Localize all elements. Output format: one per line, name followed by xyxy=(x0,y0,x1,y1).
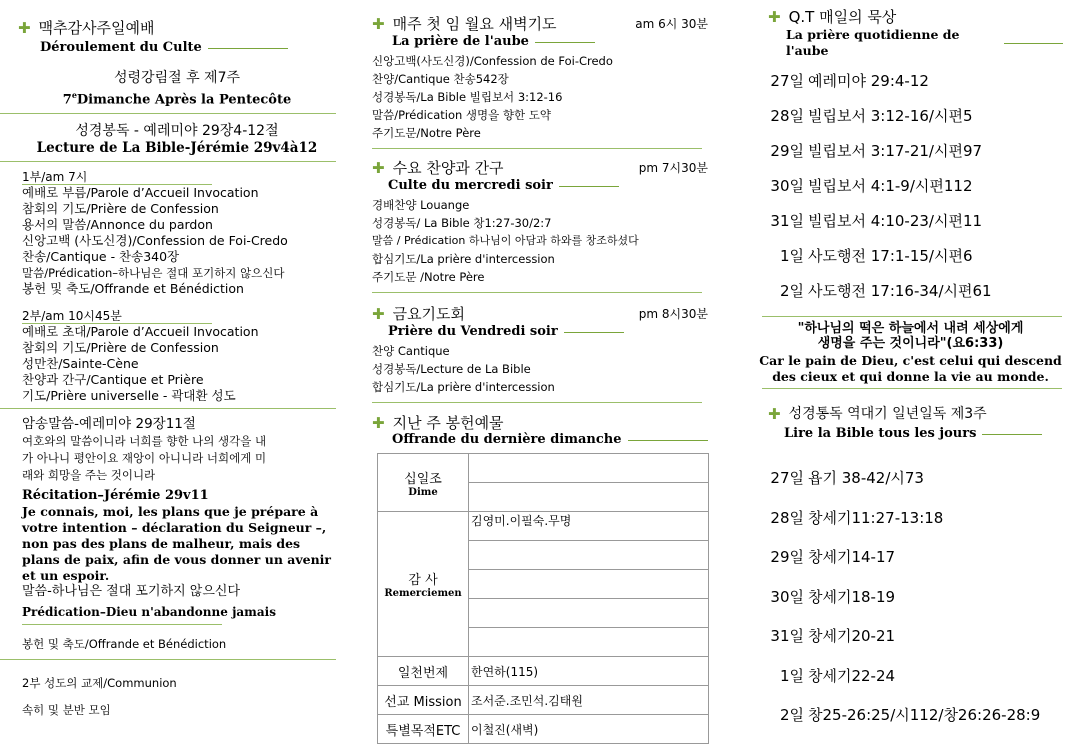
divider xyxy=(22,624,222,625)
mission-label: 선교 Mission xyxy=(378,686,469,715)
quote-block xyxy=(758,321,1063,385)
wed-item: 합심기도/La prière d'intercession xyxy=(372,252,555,266)
dawn-time: am 6시 30분 xyxy=(635,17,708,31)
meal-line: 속히 및 분반 모임 xyxy=(22,703,111,718)
divider xyxy=(564,332,624,333)
divider xyxy=(762,316,1062,317)
worship-title-row xyxy=(18,19,336,37)
fri-title-row xyxy=(372,305,712,323)
qt-reading-row xyxy=(758,280,992,301)
communion-line: 2부 성도의 교제/Communion xyxy=(22,676,177,691)
cross-icon: ✚ xyxy=(372,305,385,323)
table-cell xyxy=(469,541,709,570)
qt-reading-day: 30일 xyxy=(770,177,804,195)
special-names: 이철진(새벽) xyxy=(469,715,709,744)
qt-reading-row xyxy=(758,210,982,231)
memory-heading: 암송말씀-예레미야 29장11절 xyxy=(22,416,196,433)
bible-reading-day: 2일 xyxy=(779,706,804,724)
service2-item: 예배로 초대/Parole d’Accueil Invocation xyxy=(22,324,259,340)
qt-reading-day: 27일 xyxy=(770,72,804,90)
qt-reading-row xyxy=(758,175,973,196)
dawn-item: 신앙고백(사도신경)/Confession de Foi-Credo xyxy=(372,54,613,68)
readings-column xyxy=(758,0,1063,755)
bible-reading-day: 27일 xyxy=(770,469,804,487)
qt-reading-text: 사도행전 17:1-15/시편6 xyxy=(808,247,973,265)
table-row xyxy=(378,715,709,744)
bible-reading-text: 창25-26:25/시112/창26:26-28:9 xyxy=(808,706,1041,724)
bible-reading-day: 1일 xyxy=(779,666,804,685)
mission-names: 조서준.조민석.김태원 xyxy=(469,686,709,715)
divider xyxy=(208,48,288,49)
bible-reading-text: 욥기 38-42/시73 xyxy=(808,469,924,487)
thanks-label xyxy=(378,512,469,657)
service1-heading: 1부/am 7시 xyxy=(22,170,88,185)
cross-icon: ✚ xyxy=(372,15,385,33)
worship-subtitle-row xyxy=(40,40,336,56)
bible-reading-row xyxy=(758,625,895,646)
divider xyxy=(372,402,702,403)
service2-list xyxy=(22,324,336,404)
occasion-sup: e xyxy=(71,90,77,100)
qt-reading-day: 28일 xyxy=(770,107,804,125)
occasion-kr: 성령강림절 후 제7주 xyxy=(114,70,240,86)
fri-subtitle-row xyxy=(388,324,712,340)
bible-reading-day: 30일 xyxy=(770,587,804,606)
reading-kr: 성경봉독 - 예레미야 29장4-12절 xyxy=(75,123,279,140)
cross-icon: ✚ xyxy=(372,159,385,177)
bible-subtitle: Lire la Bible tous les jours xyxy=(784,426,977,441)
bible-reading-row xyxy=(758,586,895,607)
dawn-title-row xyxy=(372,15,712,33)
divider xyxy=(0,408,336,409)
quote-fr: Car le pain de Dieu, c'est celui qui descend xyxy=(759,353,1062,368)
divider xyxy=(0,161,336,162)
cross-icon: ✚ xyxy=(372,414,385,432)
ichon-names: 한연하(115) xyxy=(469,657,709,686)
tithe-label-kr: 십일조 xyxy=(404,471,442,487)
recitation-heading: Récitation–Jérémie 29v11 xyxy=(22,488,209,504)
service2-heading: 2부/am 10시45분 xyxy=(22,309,122,324)
memory-text xyxy=(22,433,336,484)
wed-title: 수요 찬양과 간구 xyxy=(392,159,504,177)
recitation-text xyxy=(22,504,336,584)
bible-reading-day: 29일 xyxy=(770,548,804,566)
qt-title-row xyxy=(768,8,1063,26)
service1-item: 신앙고백 (사도신경)/Confession de Foi-Credo xyxy=(22,233,288,249)
wed-item: 경배찬양 Louange xyxy=(372,198,470,212)
qt-reading-row xyxy=(758,245,973,266)
table-row xyxy=(378,512,709,541)
bible-reading-day: 28일 xyxy=(770,508,804,527)
occasion-fr xyxy=(18,87,336,108)
table-cell xyxy=(469,570,709,599)
recitation-line: plans de paix, afin de vous donner un avenir xyxy=(22,552,332,568)
divider xyxy=(762,388,1062,389)
bible-reading-row xyxy=(758,467,924,488)
bible-reading-row xyxy=(758,704,1040,725)
divider xyxy=(982,434,1042,435)
table-row xyxy=(378,657,709,686)
service2-item: 참회의 기도/Prière de Confession xyxy=(22,340,219,356)
fri-item: 찬양 Cantique xyxy=(372,344,450,358)
fri-list xyxy=(372,342,712,396)
qt-reading-text: 빌립보서 4:10-23/시편11 xyxy=(808,212,983,230)
recitation-line: non pas des plans de malheur, mais des xyxy=(22,536,301,552)
qt-reading-text: 예레미야 29:4-12 xyxy=(808,72,929,90)
qt-title: Q.T 매일의 묵상 xyxy=(788,8,897,26)
table-row xyxy=(378,686,709,715)
table-cell xyxy=(469,628,709,657)
thanks-names: 김영미.이필숙.무명 xyxy=(469,512,709,541)
table-cell xyxy=(469,599,709,628)
bible-reading-row xyxy=(758,546,895,567)
dawn-item: 찬양/Cantique 찬송542장 xyxy=(372,72,509,86)
cross-icon: ✚ xyxy=(768,8,781,26)
service2-item: 성만찬/Sainte-Cène xyxy=(22,356,139,372)
occasion-text: Dimanche Après la Pentecôte xyxy=(76,92,292,108)
offering-title-row xyxy=(372,414,712,432)
wed-item: 성경봉독/ La Bible 창1:27-30/2:7 xyxy=(372,216,552,230)
qt-reading-day: 1일 xyxy=(779,247,804,265)
memory-line: 래와 희망을 주는 것이니라 xyxy=(22,468,156,483)
qt-subtitle: La prière quotidienne de l'aube xyxy=(786,27,960,58)
qt-reading-text: 빌립보서 4:1-9/시편112 xyxy=(808,177,973,195)
service1-item: 예배로 부름/Parole d’Accueil Invocation xyxy=(22,185,259,201)
bible-subtitle-row xyxy=(784,426,1042,442)
recitation-line: votre intention – déclaration du Seigneur –, xyxy=(22,520,327,536)
memory-line: 가 아나니 평안이요 재앙이 아니니라 너희에게 미 xyxy=(22,451,267,466)
table-cell xyxy=(469,454,709,483)
qt-reading-text: 빌립보서 3:17-21/시편97 xyxy=(808,142,983,160)
dawn-item: 말씀/Prédication 생명을 향한 도약 xyxy=(372,108,551,122)
wed-subtitle: Culte du mercredi soir xyxy=(388,178,553,193)
offering-subtitle: Offrande du dernière dimanche xyxy=(392,432,622,447)
divider xyxy=(372,148,702,149)
wed-item: 말씀 / Prédication 하나님이 아담과 하와를 창조하셨다 xyxy=(372,234,639,247)
quote-kr: 생명을 주는 것이니라"(요6:33) xyxy=(817,336,1004,351)
bible-reading-text: 창세기22-24 xyxy=(808,666,896,685)
tithe-label xyxy=(378,454,469,512)
service2-item: 기도/Prière universelle - 곽대환 성도 xyxy=(22,388,236,404)
service2-item: 찬양과 간구/Cantique et Prière xyxy=(22,372,204,388)
divider xyxy=(535,42,595,43)
dawn-subtitle-row xyxy=(392,34,712,50)
wed-subtitle-row xyxy=(388,178,712,194)
qt-reading-text: 빌립보서 3:12-16/시편5 xyxy=(808,107,973,125)
service1-item: 찬송/Cantique - 찬송340장 xyxy=(22,249,180,265)
offering-line: 봉헌 및 축도/Offrande et Bénédiction xyxy=(22,637,227,652)
qt-reading-row xyxy=(758,140,982,161)
divider xyxy=(0,659,336,660)
dawn-list xyxy=(372,52,712,142)
wed-time: pm 7시30분 xyxy=(638,161,708,175)
divider xyxy=(1004,43,1063,44)
wed-list xyxy=(372,196,712,286)
qt-reading-row xyxy=(758,70,929,91)
service1-list xyxy=(22,185,336,297)
table-cell xyxy=(469,483,709,512)
offering-subtitle-row xyxy=(392,432,712,448)
bible-reading-text: 창세기20-21 xyxy=(808,627,896,645)
quote-kr: "하나님의 떡은 하늘에서 내려 세상에게 xyxy=(797,321,1024,336)
qt-reading-text: 사도행전 17:16-34/시편61 xyxy=(808,282,992,300)
weekly-services-column xyxy=(372,0,712,755)
bible-reading-row xyxy=(758,665,895,686)
tithe-label-fr: Dime xyxy=(408,486,438,498)
wed-item: 주기도문 /Notre Père xyxy=(372,270,485,284)
occasion-number: 7 xyxy=(62,92,72,108)
qt-reading-day: 2일 xyxy=(779,282,804,300)
dawn-title: 매주 첫 임 월요 새벽기도 xyxy=(392,15,557,33)
service1-item: 참회의 기도/Prière de Confession xyxy=(22,201,219,217)
worship-subtitle: Déroulement du Culte xyxy=(40,40,202,55)
divider xyxy=(628,440,708,441)
bible-reading-row xyxy=(758,507,943,528)
bible-reading-text: 창세기11:27-13:18 xyxy=(808,508,944,527)
worship-order-column xyxy=(18,0,336,755)
fri-item: 성경봉독/Lecture de La Bible xyxy=(372,362,531,376)
fri-item: 합심기도/La prière d'intercession xyxy=(372,380,555,394)
divider xyxy=(0,113,336,114)
service1-item: 말씀/Prédication–하나님은 절대 포기하지 않으신다 xyxy=(22,266,285,281)
qt-subtitle-row xyxy=(786,27,1063,59)
special-label: 특별목적ETC xyxy=(378,715,469,744)
thanks-label-fr: Remerciemen xyxy=(384,588,462,599)
sermon-fr: Prédication–Dieu n'abandonne jamais xyxy=(22,605,276,620)
qt-reading-row xyxy=(758,105,973,126)
qt-reading-day: 29일 xyxy=(770,142,804,160)
divider xyxy=(559,186,619,187)
worship-title: 맥추감사주일예배 xyxy=(38,19,155,37)
dawn-item: 주기도문/Notre Père xyxy=(372,126,481,140)
bible-title: 성경통독 역대기 일년일독 제3주 xyxy=(788,406,987,422)
recitation-line: et un espoir. xyxy=(22,568,110,584)
qt-reading-day: 31일 xyxy=(770,212,804,230)
thanks-label-kr: 감 사 xyxy=(408,573,438,588)
recitation-line: Je connais, moi, les plans que je prépare à xyxy=(22,504,319,520)
cross-icon: ✚ xyxy=(768,405,781,423)
dawn-item: 성경봉독/La Bible 빌립보서 3:12-16 xyxy=(372,90,563,104)
fri-subtitle: Prière du Vendredi soir xyxy=(388,324,558,339)
reading-fr: Lecture de La Bible-Jérémie 29v4à12 xyxy=(36,140,318,157)
memory-line: 여호와의 말씀이니라 너희를 향한 나의 생각을 내 xyxy=(22,434,267,449)
table-row xyxy=(378,454,709,483)
divider xyxy=(372,292,702,293)
offering-title: 지난 주 봉헌예물 xyxy=(392,414,504,432)
cross-icon: ✚ xyxy=(18,19,31,37)
sermon-kr: 말씀-하나님은 절대 포기하지 않으신다 xyxy=(22,584,241,600)
bible-reading-text: 창세기18-19 xyxy=(808,587,896,606)
bible-title-row xyxy=(768,405,987,423)
bible-reading-text: 창세기14-17 xyxy=(808,548,896,566)
fri-time: pm 8시30분 xyxy=(638,307,708,321)
service1-item: 용서의 말씀/Annonce du pardon xyxy=(22,217,213,233)
quote-fr: des cieux et qui donne la vie au monde. xyxy=(772,369,1049,384)
offering-table xyxy=(377,453,709,744)
ichon-label: 일천번제 xyxy=(378,657,469,686)
dawn-subtitle: La prière de l'aube xyxy=(392,34,529,49)
bible-reading-day: 31일 xyxy=(770,627,804,645)
fri-title: 금요기도회 xyxy=(392,305,466,323)
service1-item: 봉헌 및 축도/Offrande et Bénédiction xyxy=(22,281,244,297)
wed-title-row xyxy=(372,159,712,177)
